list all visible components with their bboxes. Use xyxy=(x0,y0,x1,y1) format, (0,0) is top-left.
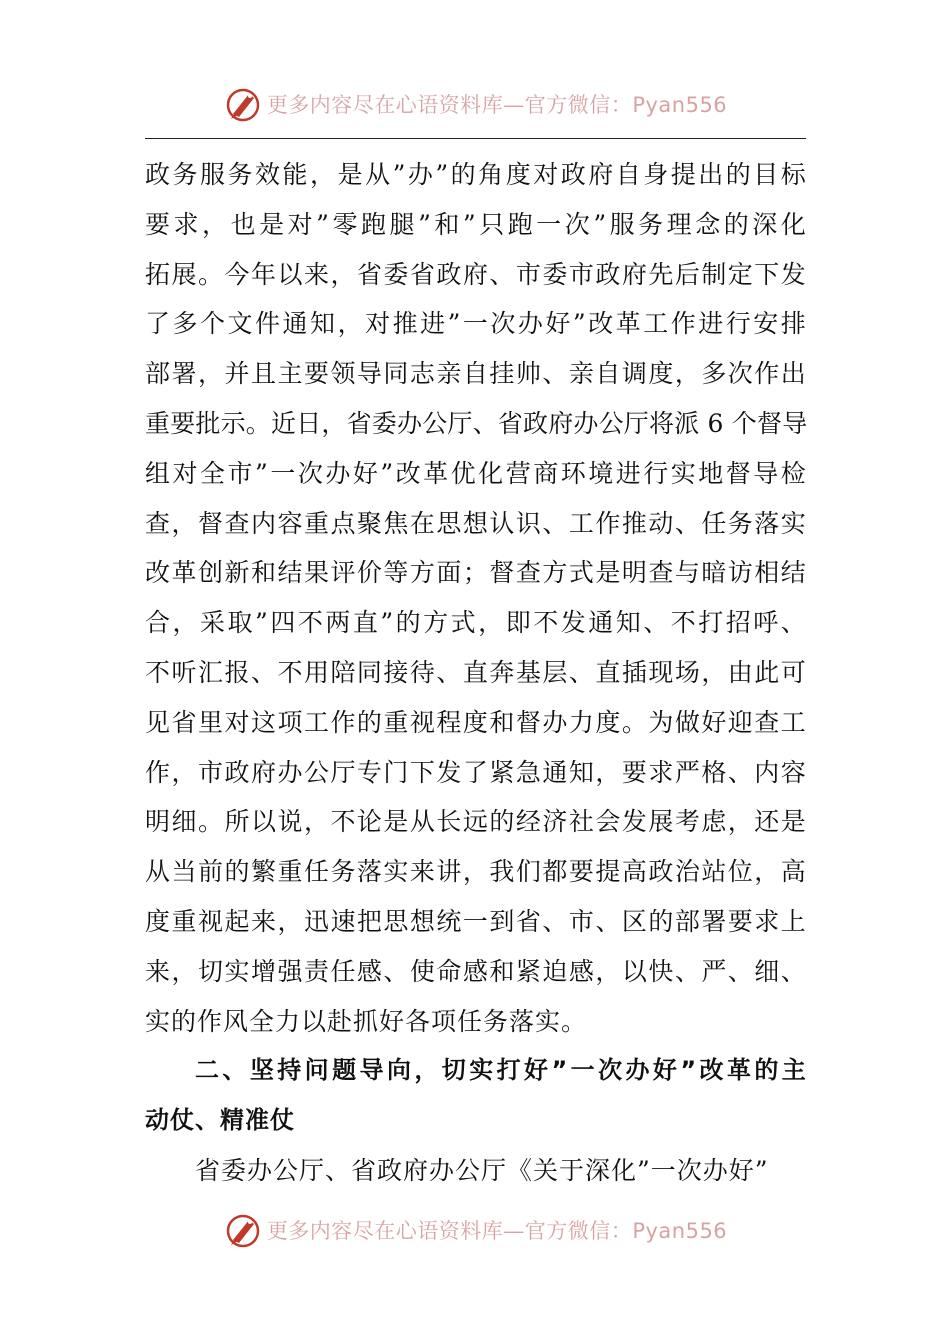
body-line: 改革创新和结果评价等方面；督查方式是明查与暗访相结 xyxy=(145,558,806,588)
body-line: 查，督查内容重点聚焦在思想认识、工作推动、任务落实 xyxy=(145,508,806,538)
body-line: 实的作风全力以赴抓好各项任务落实。 xyxy=(145,1006,588,1036)
body-line: 了多个文件通知，对推进”一次办好”改革工作进行安排 xyxy=(145,309,806,339)
banner-wechat-id: Pyan556 xyxy=(632,1219,728,1243)
body-line: 组对全市”一次办好”改革优化营商环境进行实地督导检 xyxy=(145,458,806,488)
banner-text: 更多内容尽在心语资料库—官方微信：Pyan556 xyxy=(266,1219,728,1243)
header-banner xyxy=(0,84,950,124)
body-line: 合，采取”四不两直”的方式，即不发通知、不打招呼、 xyxy=(145,608,806,638)
banner-wechat-id: Pyan556 xyxy=(632,93,728,117)
body-line: 政务服务效能，是从”办”的角度对政府自身提出的目标 xyxy=(145,160,806,189)
body-line: 度重视起来，迅速把思想统一到省、市、区的部署要求上 xyxy=(145,906,806,936)
document-body xyxy=(145,150,806,1196)
banner-text: 更多内容尽在心语资料库—官方微信：Pyan556 xyxy=(266,93,728,117)
pen-nib-logo-icon xyxy=(223,1210,263,1250)
body-line: 见省里对这项工作的重视程度和督办力度。为做好迎查工 xyxy=(145,707,806,737)
body-line: 重要批示。近日，省委办公厅、省政府办公厅将派 6 个督导 xyxy=(145,408,808,438)
section-paragraph-line: 省委办公厅、省政府办公厅《关于深化”一次办好” xyxy=(195,1155,769,1185)
body-line: 要求，也是对”零跑腿”和”只跑一次”服务理念的深化 xyxy=(145,209,806,239)
body-line: 明细。所以说，不论是从长远的经济社会发展考虑，还是 xyxy=(145,807,806,837)
body-line: 从当前的繁重任务落实来讲，我们都要提高政治站位，高 xyxy=(145,857,806,887)
pen-nib-logo-icon xyxy=(223,84,263,124)
body-line: 不听汇报、不用陪同接待、直奔基层、直插现场，由此可 xyxy=(145,657,806,687)
body-line: 来，切实增强责任感、使命感和紧迫感，以快、严、细、 xyxy=(145,956,806,986)
body-line: 部署，并且主要领导同志亲自挂帅、亲自调度，多次作出 xyxy=(145,359,806,389)
header-rule xyxy=(145,138,806,139)
body-line: 作，市政府办公厅专门下发了紧急通知，要求严格、内容 xyxy=(145,757,806,787)
body-line: 拓展。今年以来，省委省政府、市委市政府先后制定下发 xyxy=(145,259,806,289)
footer-banner xyxy=(0,1210,950,1250)
section-heading: 二、坚持问题导向，切实打好”一次办好”改革的主 xyxy=(195,1056,806,1085)
section-heading-continued: 动仗、精准仗 xyxy=(145,1106,295,1135)
